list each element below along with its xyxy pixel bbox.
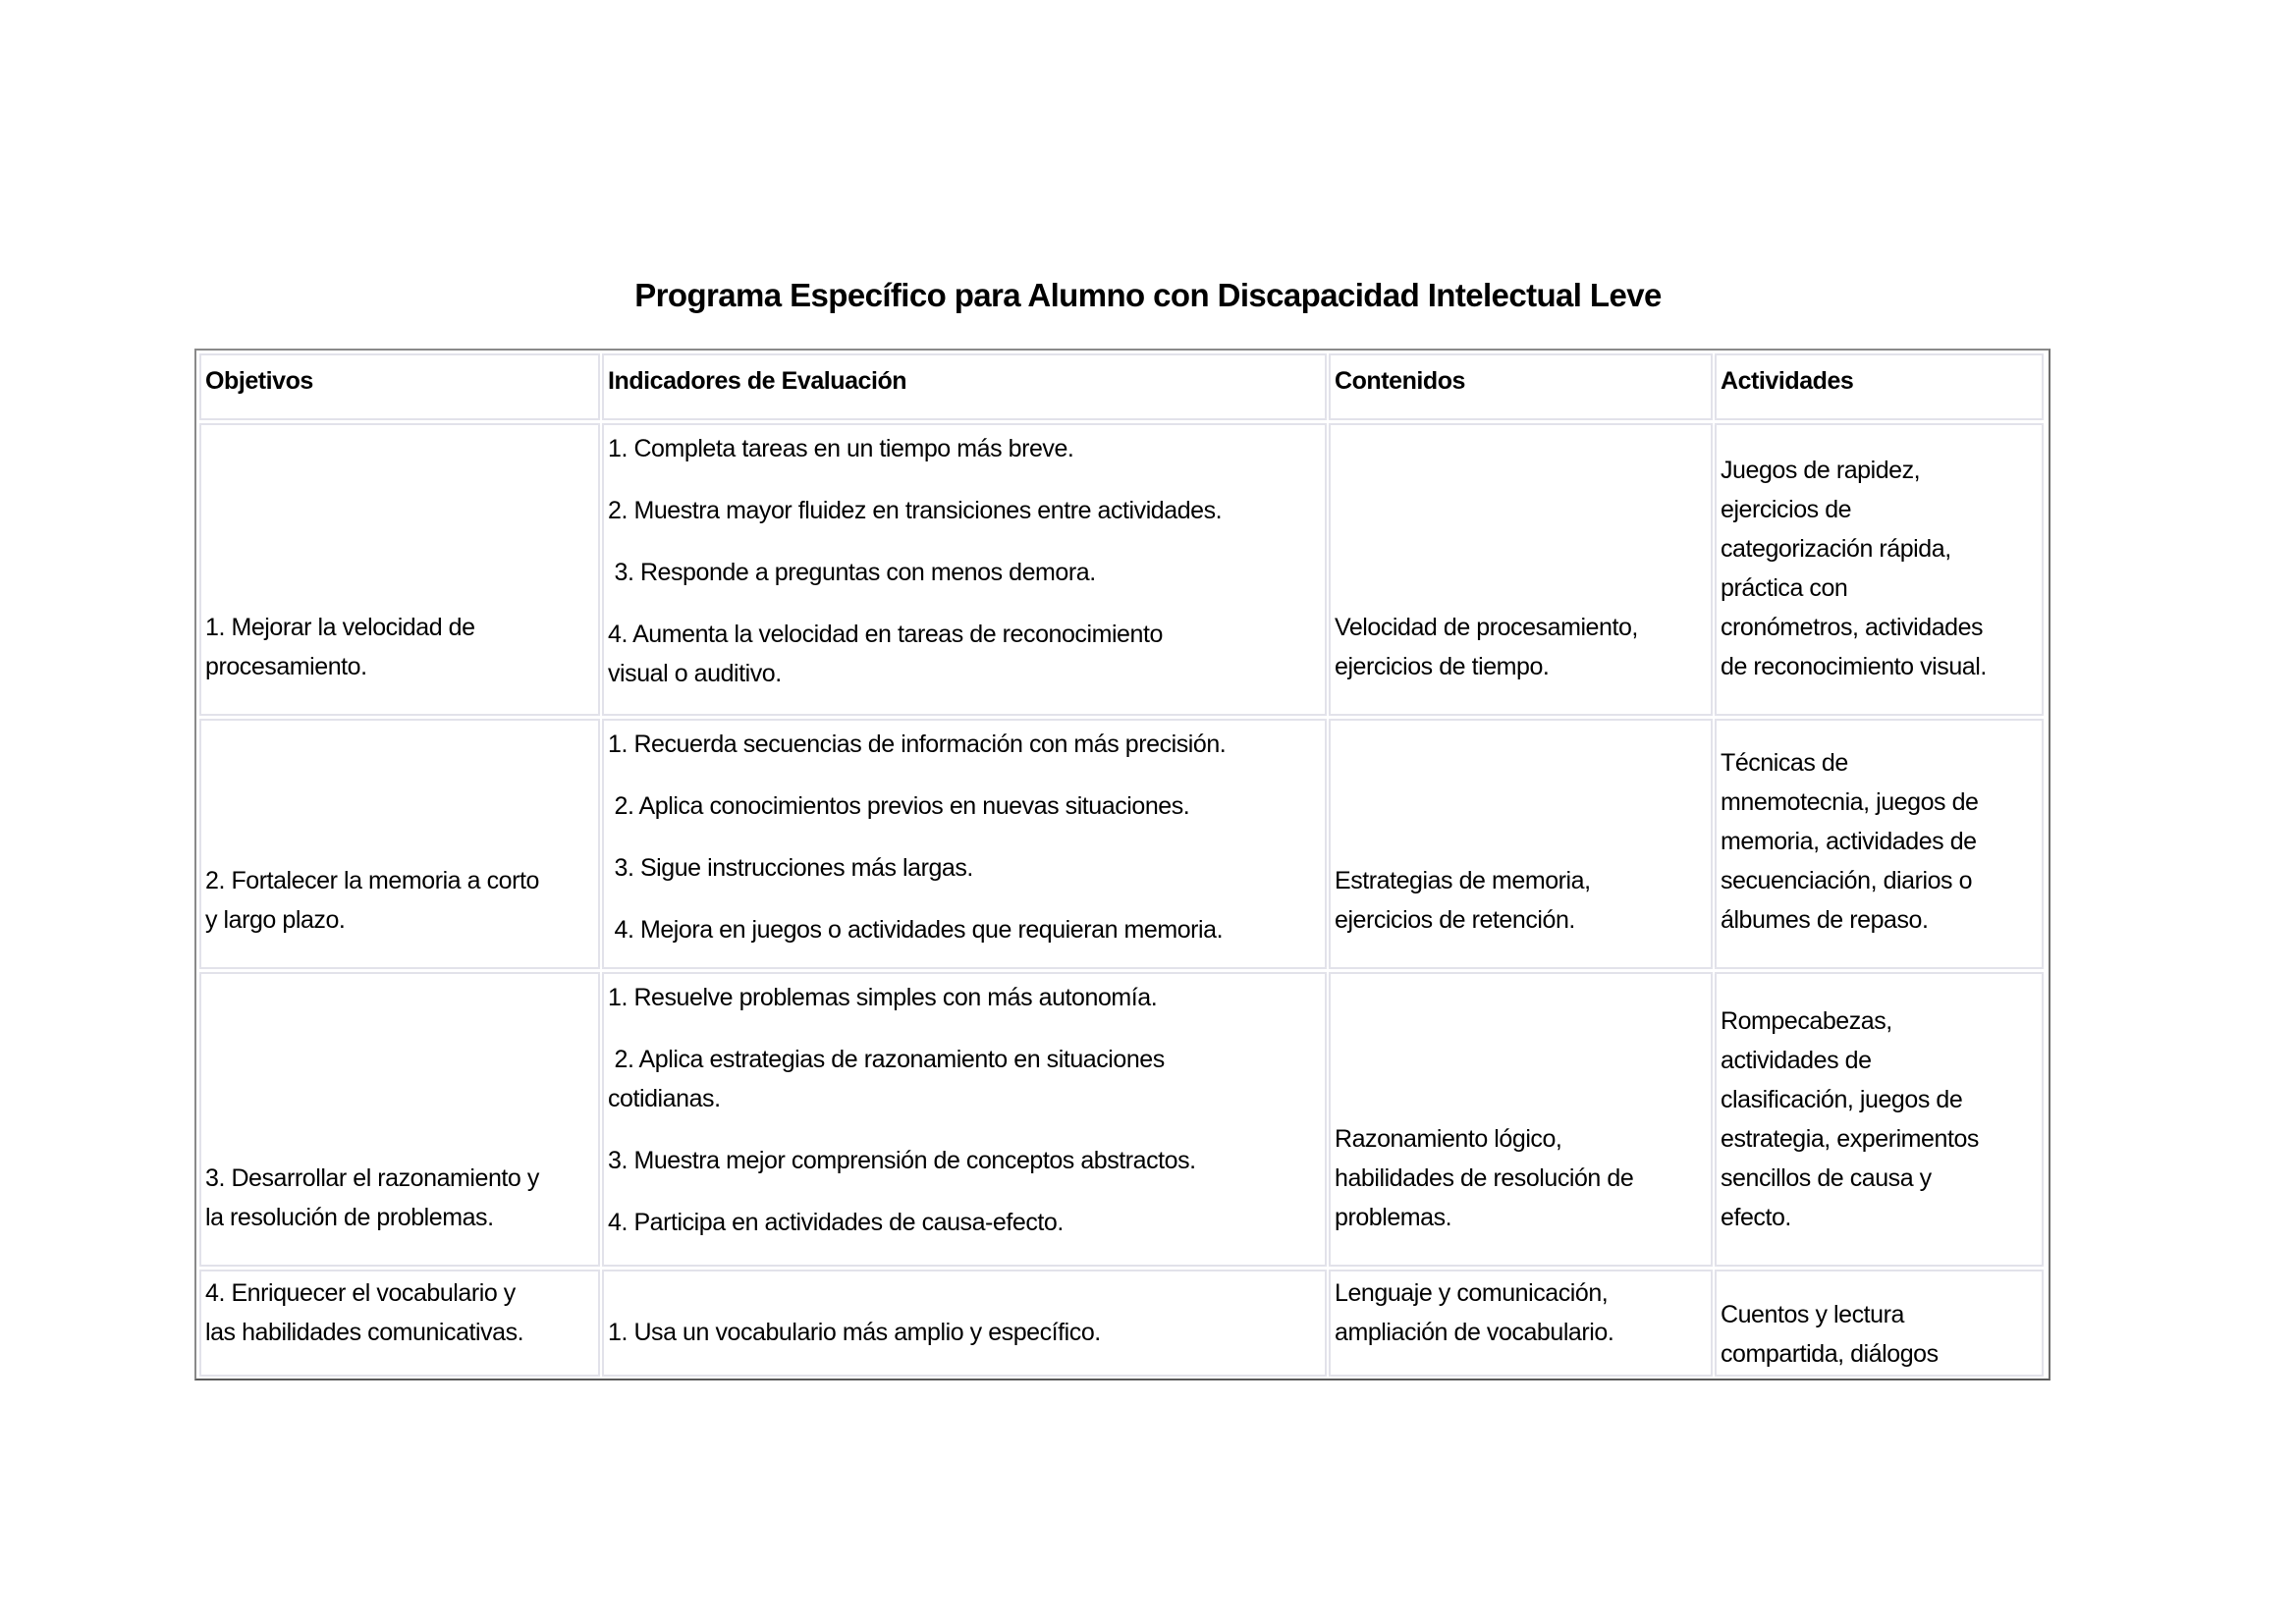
cell-text-line: procesamiento. [205,653,367,680]
indicator-item [608,1203,1325,1242]
cell-objetivo [199,423,600,716]
cell-actividades [1715,1270,2044,1377]
document-title: Programa Específico para Alumno con Discapacidad Intelectual Leve [634,277,1662,313]
indicator-text-line: 1. Completa tareas en un tiempo más breve. [608,435,1074,462]
indicator-item [608,491,1325,530]
cell-text-line: actividades de [1721,1047,1872,1074]
cell-text-line: problemas. [1335,1204,1452,1231]
cell-text-line: clasificación, juegos de [1721,1086,1963,1113]
indicator-item [608,1040,1325,1118]
cell-text-line: compartida, diálogos [1721,1340,1939,1368]
cell-text-line: habilidades de resolución de [1335,1164,1634,1192]
cell-indicadores [602,1270,1327,1377]
cell-text-line: sencillos de causa y [1721,1164,1932,1192]
cell-contenidos [1329,719,1713,969]
cell-text-line: Lenguaje y comunicación, [1335,1279,1609,1307]
indicator-item [608,910,1325,949]
cell-text-line: ejercicios de tiempo. [1335,653,1550,680]
cell-text-line: 2. Fortalecer la memoria a corto [205,867,539,894]
cell-indicadores [602,972,1327,1267]
indicator-item [608,786,1325,826]
cell-text-line: y largo plazo. [205,906,346,934]
cell-contenidos [1329,972,1713,1267]
cell-actividades [1715,719,2044,969]
indicator-text-line: 2. Aplica estrategias de razonamiento en situaciones [608,1046,1165,1073]
cell-text-line: estrategia, experimentos [1721,1125,1979,1153]
cell-text-line: 4. Enriquecer el vocabulario y [205,1279,516,1307]
cell-text-line: de reconocimiento visual. [1721,653,1987,680]
cell-text-line: álbumes de repaso. [1721,906,1929,934]
cell-text-line: cronómetros, actividades [1721,614,1984,641]
cell-text-line: 1. Mejorar la velocidad de [205,614,475,641]
header-actividades: Actividades [1715,353,2044,420]
cell-text-line: efecto. [1721,1204,1791,1231]
cell-text-line: Estrategias de memoria, [1335,867,1591,894]
cell-text-line: práctica con [1721,574,1848,602]
indicator-item [608,553,1325,592]
cell-text-line: mnemotecnia, juegos de [1721,788,1979,816]
cell-objetivo [199,719,600,969]
indicator-text-line: 1. Usa un vocabulario más amplio y específico. [608,1319,1101,1346]
cell-text-line: ejercicios de retención. [1335,906,1575,934]
indicator-item [608,848,1325,888]
indicator-text-line: 3. Responde a preguntas con menos demora. [608,559,1096,586]
cell-text-line: Cuentos y lectura [1721,1301,1904,1328]
indicator-text-line: 1. Resuelve problemas simples con más autonomía. [608,984,1158,1011]
indicator-text-line: cotidianas. [608,1085,721,1112]
indicator-item [608,978,1325,1017]
indicator-text-line: 4. Mejora en juegos o actividades que requieran memoria. [608,916,1224,944]
indicator-text-line: 3. Muestra mejor comprensión de conceptos abstractos. [608,1147,1196,1174]
indicator-text-line: 3. Sigue instrucciones más largas. [608,854,973,882]
cell-text-line: ejercicios de [1721,496,1852,523]
cell-objetivo [199,1270,600,1377]
indicator-item [608,1313,1325,1352]
cell-text-line: memoria, actividades de [1721,828,1977,855]
cell-text-line: Razonamiento lógico, [1335,1125,1562,1153]
indicator-item [608,615,1325,693]
cell-text-line: las habilidades comunicativas. [205,1319,524,1346]
indicator-text-line: 2. Aplica conocimientos previos en nuevas situaciones. [608,792,1190,820]
cell-indicadores [602,719,1327,969]
cell-text-line: Velocidad de procesamiento, [1335,614,1638,641]
program-table [194,349,2050,1380]
cell-text-line: Rompecabezas, [1721,1007,1892,1035]
indicator-text-line: 4. Participa en actividades de causa-efecto. [608,1209,1064,1236]
indicator-item [608,1141,1325,1180]
cell-actividades [1715,423,2044,716]
cell-text-line: Juegos de rapidez, [1721,457,1921,484]
cell-text-line: secuenciación, diarios o [1721,867,1973,894]
indicator-item [608,725,1325,764]
header-objetivos: Objetivos [199,353,600,420]
cell-text-line: categorización rápida, [1721,535,1951,563]
cell-text-line: 3. Desarrollar el razonamiento y [205,1164,539,1192]
header-contenidos: Contenidos [1329,353,1713,420]
cell-contenidos [1329,1270,1713,1377]
cell-objetivo [199,972,600,1267]
indicator-item [608,429,1325,468]
cell-text-line: ampliación de vocabulario. [1335,1319,1614,1346]
cell-indicadores [602,423,1327,716]
cell-text-line: la resolución de problemas. [205,1204,494,1231]
indicator-text-line: visual o auditivo. [608,660,782,687]
indicator-text-line: 4. Aumenta la velocidad en tareas de reconocimiento [608,621,1163,648]
cell-text-line: Técnicas de [1721,749,1848,777]
cell-contenidos [1329,423,1713,716]
header-indicadores: Indicadores de Evaluación [602,353,1327,420]
indicator-text-line: 2. Muestra mayor fluidez en transiciones entre actividades. [608,497,1223,524]
indicator-text-line: 1. Recuerda secuencias de información con más precisión. [608,730,1227,758]
cell-actividades [1715,972,2044,1267]
